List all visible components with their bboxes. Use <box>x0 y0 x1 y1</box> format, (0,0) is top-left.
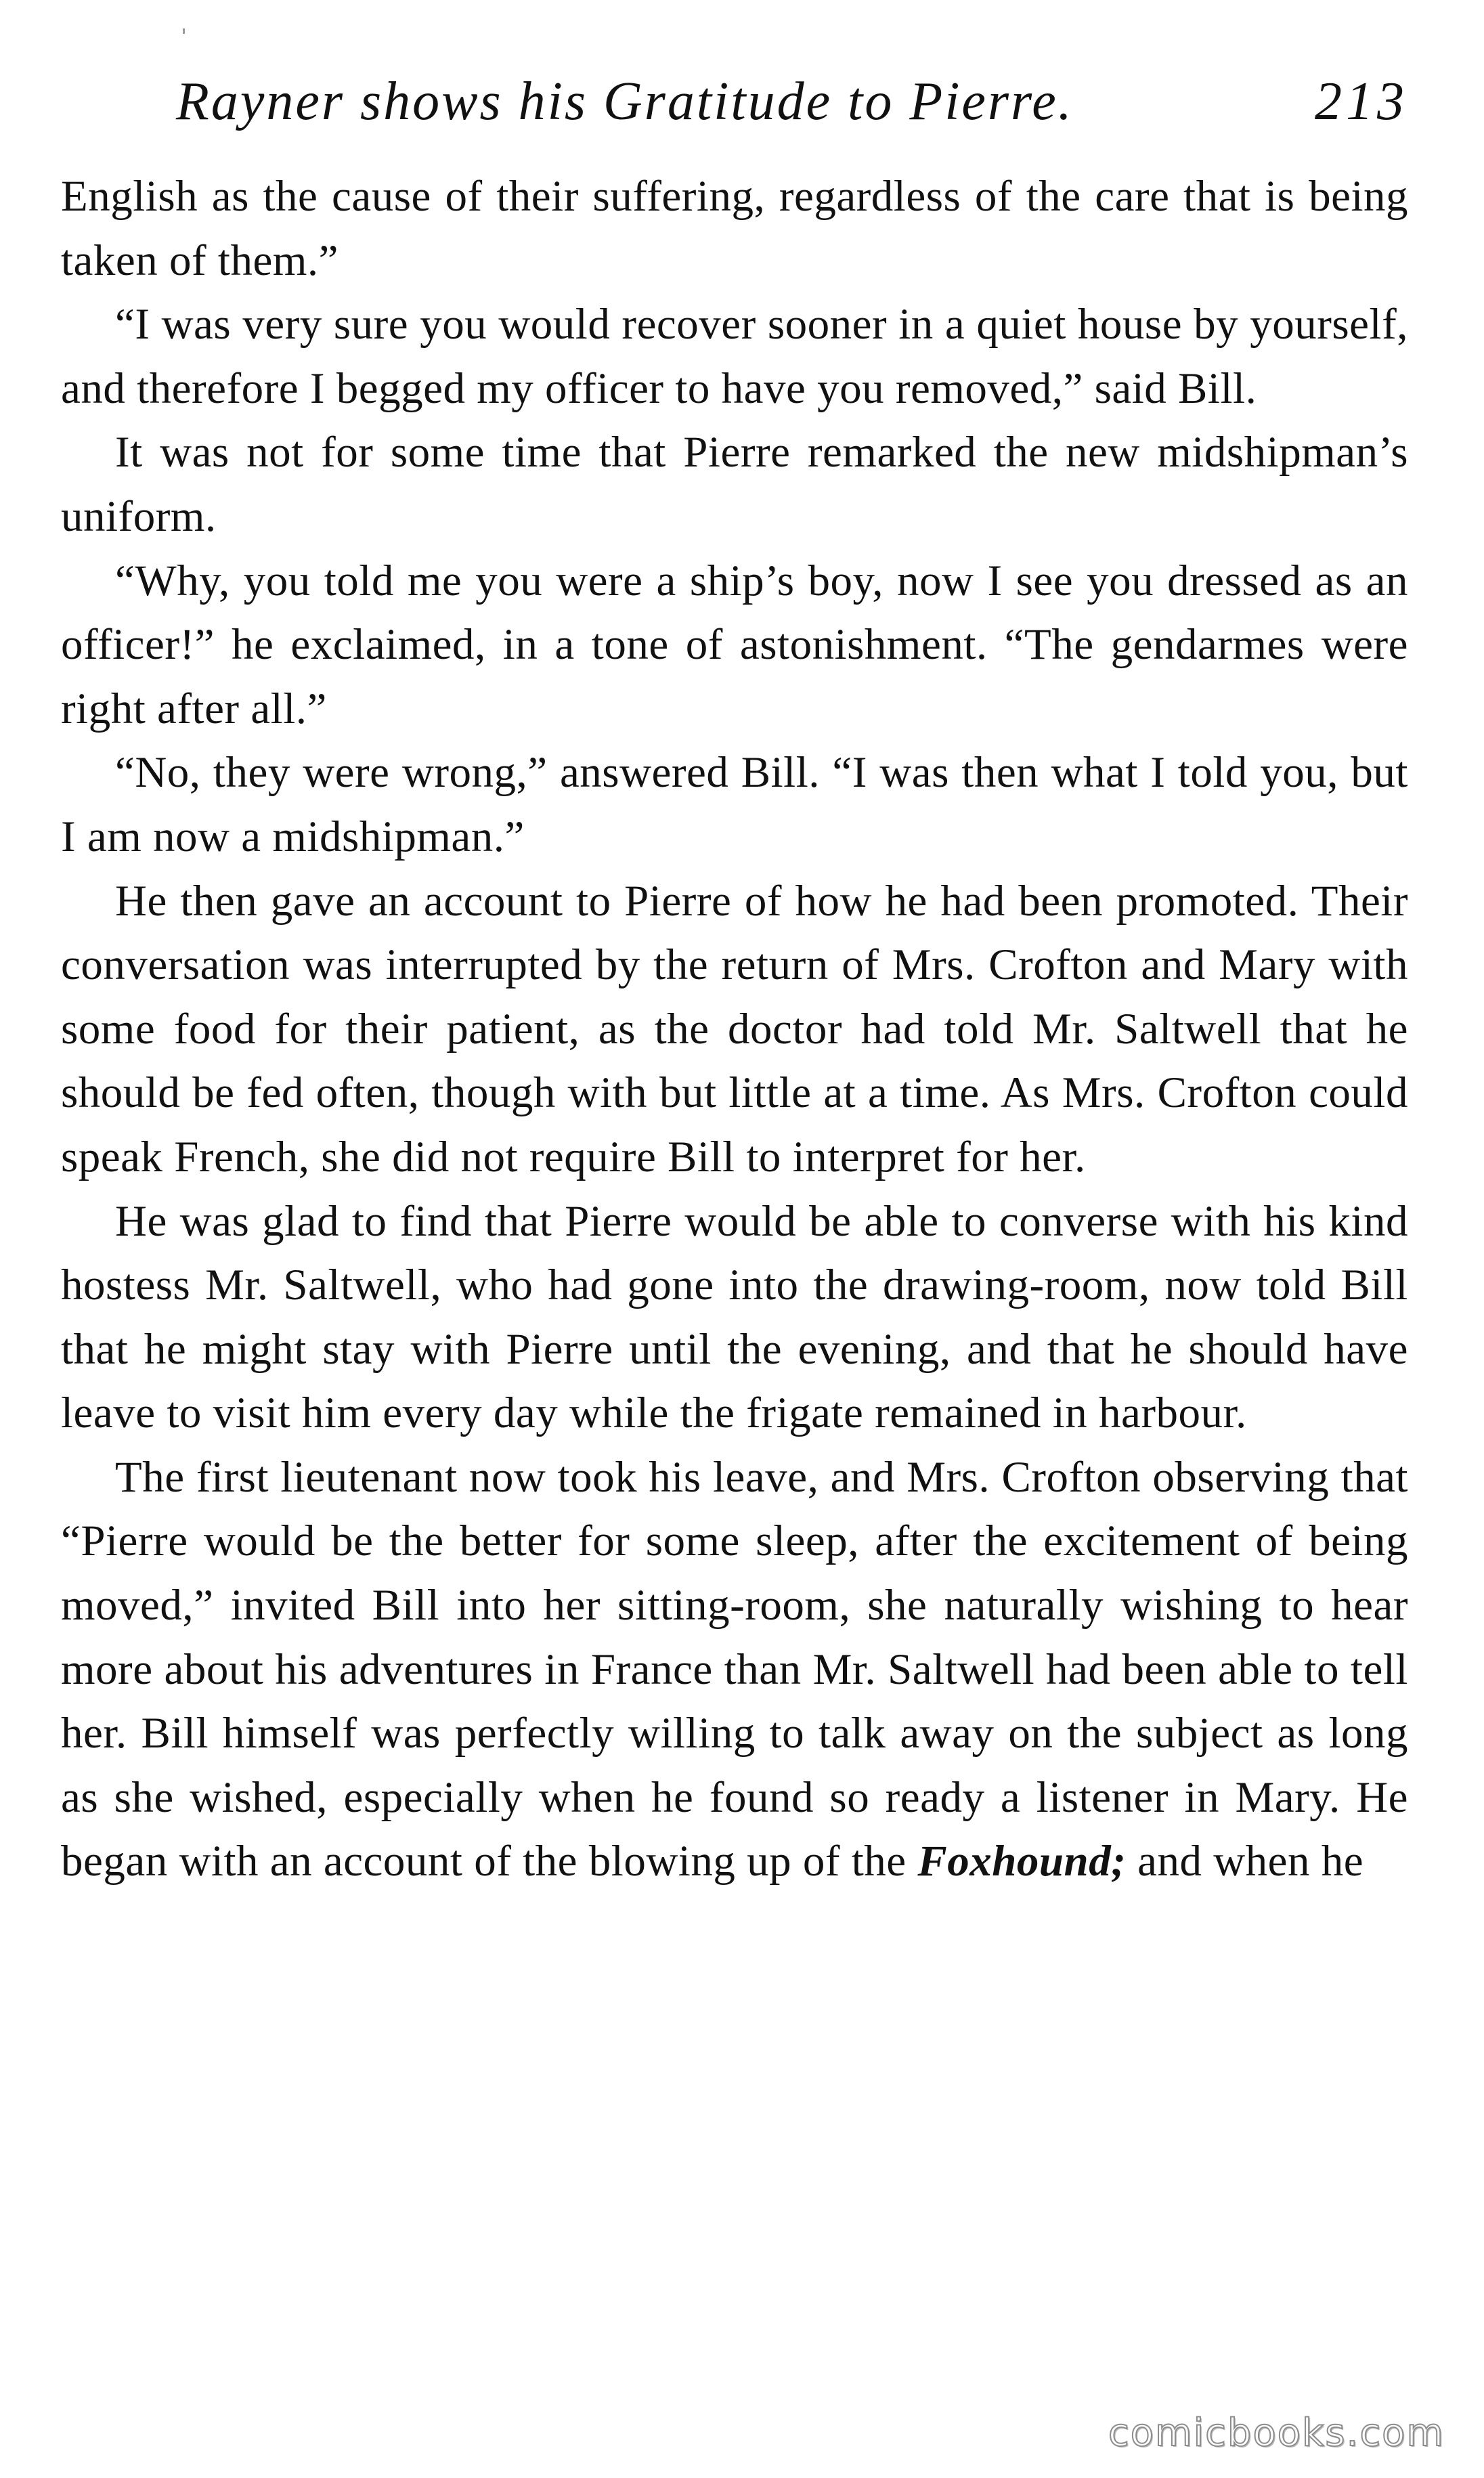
paragraph: He was glad to find that Pierre would be able to converse with his kind hostess Mr. Saltwell, who had gone into the drawing-room, now told Bill that he might stay with Pierre until the evening, and that he should have leave to visit him every day while the frigate remained in harbour. <box>61 1196 1408 1438</box>
paragraph: English as the cause of their suffering, regardless of the care that is being taken of them.” <box>61 172 1408 285</box>
paragraph-text: The first lieutenant now took his leave, and Mrs. Crofton observing that “Pierre would be the better for some sleep, after the excitement of being moved,” invited Bill into her sitting-room, she naturally wishing to hear more about his adventures in France than Mr. Saltwell had been able to tell her. Bill himself was perfectly willing to talk away on the subject as long as she wished, especially when he found so ready a listener in Mary. He began with an account of the blowing up of the <box>61 1452 1408 1886</box>
ship-name: Foxhound; <box>917 1837 1127 1886</box>
book-page <box>61 60 1408 2416</box>
paragraph: It was not for some time that Pierre remarked the new midshipman’s uniform. <box>61 428 1408 541</box>
paragraph-ending: and when he <box>1126 1837 1364 1886</box>
paragraph: “No, they were wrong,” answered Bill. “I was then what I told you, but I am now a midshipman.” <box>61 748 1408 861</box>
watermark: comicbooks.com <box>1108 2411 1445 2455</box>
body-text <box>61 165 1408 1894</box>
running-header <box>61 60 1408 144</box>
margin-mark <box>183 28 185 34</box>
paragraph: He then gave an account to Pierre of how he had been promoted. Their conversation was interrupted by the return of Mrs. Crofton and Mary with some food for their patient, as the doctor had told Mr. Saltwell that he should be fed often, though with but little at a time. As Mrs. Crofton could speak French, she did not require Bill to interpret for her. <box>61 876 1408 1181</box>
paragraph: “Why, you told me you were a ship’s boy, now I see you dressed as an officer!” he exclaimed, in a tone of astonishment. “The gendarmes were right after all.” <box>61 556 1408 733</box>
chapter-running-title: Rayner shows his Gratitude to Pierre. <box>176 72 1074 131</box>
paragraph: “I was very sure you would recover sooner in a quiet house by yourself, and therefore I begged my officer to have you removed,” said Bill. <box>61 300 1408 413</box>
paragraph-last <box>61 1446 1408 1894</box>
page-number: 213 <box>1315 72 1408 131</box>
